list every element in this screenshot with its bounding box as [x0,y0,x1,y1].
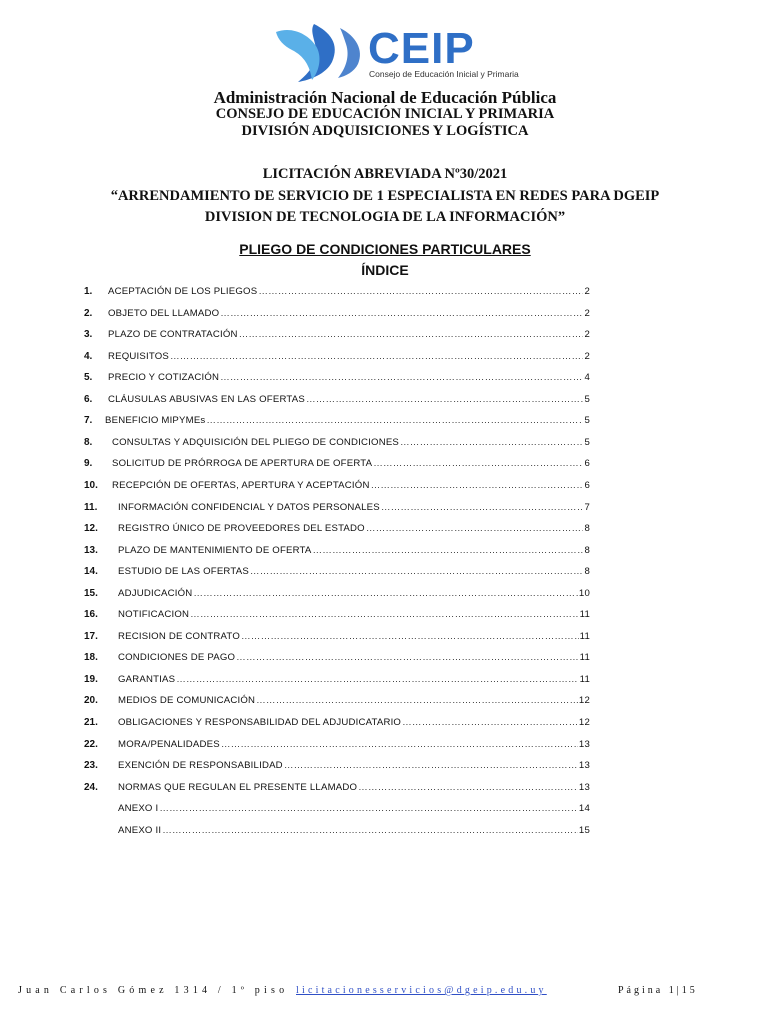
toc-label: OBLIGACIONES Y RESPONSABILIDAD DEL ADJUDICATARIO [118,717,402,728]
toc-row[interactable] [0,588,770,606]
toc-leader-dots [206,415,583,426]
toc-entry[interactable] [108,308,590,319]
toc-entry[interactable] [108,351,590,362]
toc-leader-dots [258,286,583,297]
toc-row[interactable] [0,329,770,347]
toc-leader-dots [381,502,584,513]
logo-subtitle: Consejo de Educación Inicial y Primaria [369,69,519,79]
toc-leader-dots [239,329,584,340]
toc-number: 7. [84,415,93,427]
toc-leader-dots [220,372,583,383]
toc-page-number: 8 [584,566,590,578]
toc-label: ANEXO II [118,824,162,836]
toc-page-number: 13 [578,738,590,750]
toc-row[interactable] [0,609,770,627]
toc-number: 22. [84,738,98,750]
toc-page-number: 5 [584,393,590,405]
toc-entry[interactable] [118,631,590,642]
toc-number: 3. [84,329,93,341]
toc-page-number: 14 [578,803,590,815]
toc-leader-dots [366,523,584,534]
logo-name: CEIP [368,24,475,73]
toc-entry[interactable] [118,760,590,771]
toc-label: ESTUDIO DE LAS OFERTAS [118,566,249,578]
toc-page-number: 2 [584,307,590,319]
toc-row[interactable] [0,415,770,433]
ceip-logo [270,22,520,84]
toc-entry[interactable] [118,502,590,513]
toc-leader-dots [236,652,578,663]
toc-label: MEDIOS DE COMUNICACIÓN [118,695,256,707]
footer-page-number: Página 1|15 [618,985,698,996]
toc-leader-dots [170,351,583,362]
toc-page-number: 12 [578,695,590,707]
toc-leader-dots [358,782,578,793]
toc-leader-dots [400,437,583,448]
toc-number: 17. [84,630,98,642]
toc-number: 23. [84,760,98,772]
toc-entry[interactable] [118,609,590,620]
toc-number: 6. [84,393,93,405]
toc-leader-dots [402,717,578,728]
toc-page-number: 8 [584,523,590,535]
toc-page-number: 6 [584,458,590,470]
toc-leader-dots [373,458,583,469]
header-line-2: CONSEJO DE EDUCACIÓN INICIAL Y PRIMARIA [215,106,555,122]
toc-entry[interactable] [108,329,590,340]
toc-row[interactable] [0,351,770,369]
toc-label: PLAZO DE MANTENIMIENTO DE OFERTA [118,544,312,556]
toc-row[interactable] [0,566,770,584]
toc-label: PRECIO Y COTIZACIÓN [108,372,220,384]
toc-leader-dots [250,566,584,577]
toc-page-number: 4 [584,372,590,384]
toc-entry[interactable] [118,782,590,793]
toc-number: 2. [84,307,93,319]
toc-number: 4. [84,350,93,362]
toc-entry[interactable] [108,286,590,297]
toc-page-number: 10 [578,587,590,599]
toc-label: NOTIFICACION [118,609,190,621]
toc-leader-dots [284,760,578,771]
toc-entry[interactable] [118,523,590,534]
toc-number: 9. [84,458,93,470]
toc-entry[interactable] [118,825,590,836]
index-title: ÍNDICE [361,262,409,278]
toc-entry[interactable] [118,545,590,556]
pliego-title: PLIEGO DE CONDICIONES PARTICULARES [239,241,531,257]
toc-row[interactable] [0,631,770,649]
toc-number: 13. [84,544,98,556]
toc-row[interactable] [0,695,770,713]
toc-page-number: 6 [584,479,590,491]
toc-label: SOLICITUD DE PRÓRROGA DE APERTURA DE OFERTA [112,458,373,470]
footer-email-link[interactable]: licitacionesservicios@dgeip.edu.uy [296,985,547,996]
header-line-1: Administración Nacional de Educación Pública [213,88,557,107]
toc-row[interactable] [0,437,770,455]
toc-page-number: 11 [579,673,590,685]
toc-label: EXENCIÓN DE RESPONSABILIDAD [118,760,283,772]
toc-page-number: 13 [578,760,590,772]
tender-title-line-2: DIVISION DE TECNOLOGIA DE LA INFORMACIÓN” [204,209,566,225]
toc-number: 12. [84,523,98,535]
toc-label: OBJETO DEL LLAMADO [108,307,220,319]
toc-entry[interactable] [118,695,590,706]
toc-row[interactable] [0,308,770,326]
toc-leader-dots [221,739,578,750]
toc-leader-dots [256,695,578,706]
toc-page-number: 2 [584,286,590,297]
toc-page-number: 11 [579,609,590,621]
toc-entry[interactable] [118,803,590,814]
toc-entry[interactable] [118,588,590,599]
toc-number: 1. [84,286,93,297]
toc-number: 20. [84,695,98,707]
toc-page-number: 2 [584,329,590,341]
toc-leader-dots [371,480,584,491]
page-footer [0,985,770,1001]
toc-entry[interactable] [112,437,590,448]
toc-label: INFORMACIÓN CONFIDENCIAL Y DATOS PERSONALES [118,501,380,513]
toc-entry[interactable] [112,458,590,469]
toc-label: ANEXO I [118,803,159,815]
toc-entry[interactable] [118,717,590,728]
toc-row[interactable] [0,523,770,541]
toc-entry[interactable] [105,415,590,426]
toc-number: 5. [84,372,93,384]
toc-label: ADJUDICACIÓN [118,587,193,599]
toc-page-number: 15 [578,824,590,836]
toc-row[interactable] [0,803,770,821]
toc-page-number: 13 [578,781,590,793]
toc-leader-dots [190,609,578,620]
header-line-3: DIVISIÓN ADQUISICIONES Y LOGÍSTICA [241,123,529,139]
toc-number: 14. [84,566,98,578]
toc-page-number: 5 [584,436,590,448]
toc-label: CLÁUSULAS ABUSIVAS EN LAS OFERTAS [108,393,305,405]
toc-leader-dots [176,674,578,685]
toc-row[interactable] [0,372,770,390]
toc-label: REGISTRO ÚNICO DE PROVEEDORES DEL ESTADO [118,523,365,535]
toc-entry[interactable] [118,739,590,750]
toc-number: 8. [84,436,93,448]
toc-row[interactable] [0,652,770,670]
toc-label: CONDICIONES DE PAGO [118,652,236,664]
toc-label: MORA/PENALIDADES [118,738,220,750]
toc-number: 10. [84,479,98,491]
toc-label: NORMAS QUE REGULAN EL PRESENTE LLAMADO [118,781,358,793]
toc-number: 15. [84,587,98,599]
toc-entry[interactable] [118,566,590,577]
toc-row[interactable] [0,480,770,498]
toc-label: RECEPCIÓN DE OFERTAS, APERTURA Y ACEPTACIÓN [112,479,370,491]
toc-leader-dots [220,308,583,319]
toc-label: ACEPTACIÓN DE LOS PLIEGOS [108,286,258,297]
toc-label: CONSULTAS Y ADQUISICIÓN DEL PLIEGO DE CONDICIONES [112,436,400,448]
toc-leader-dots [306,394,584,405]
toc-entry[interactable] [118,652,590,663]
toc-number: 16. [84,609,98,621]
toc-leader-dots [193,588,578,599]
toc-number: 11. [84,501,98,513]
toc-number: 18. [84,652,98,664]
tender-title-line-1: “ARRENDAMIENTO DE SERVICIO DE 1 ESPECIALISTA EN REDES PARA DGEIP [110,188,660,204]
ceip-swirl-icon [270,22,366,84]
toc-page-number: 5 [584,415,590,427]
toc-page-number: 7 [584,501,590,513]
toc-entry[interactable] [118,674,590,685]
toc-row[interactable] [0,825,770,843]
toc-row[interactable] [0,739,770,757]
toc-row[interactable] [0,502,770,520]
footer-address: Juan Carlos Gómez 1314 / 1º piso [18,985,289,996]
toc-leader-dots [313,545,584,556]
toc-label: GARANTIAS [118,673,176,685]
toc-label: PLAZO DE CONTRATACIÓN [108,329,238,341]
toc-row[interactable] [0,760,770,778]
toc-row[interactable] [0,458,770,476]
toc-row[interactable] [0,545,770,563]
toc-page-number: 2 [584,350,590,362]
toc-page-number: 8 [584,544,590,556]
toc-row[interactable] [0,782,770,800]
toc-label: RECISION DE CONTRATO [118,630,240,642]
toc-number: 21. [84,717,98,728]
tender-number: LICITACIÓN ABREVIADA Nº30/2021 [262,166,508,182]
toc-row[interactable] [0,286,770,304]
toc-row[interactable] [0,674,770,692]
toc-entry[interactable] [108,394,590,405]
toc-entry[interactable] [112,480,590,491]
toc-leader-dots [241,631,579,642]
toc-leader-dots [162,825,578,836]
toc-entry[interactable] [108,372,590,383]
toc-leader-dots [159,803,578,814]
toc-label: REQUISITOS [108,350,169,362]
toc-page-number: 12 [578,717,590,728]
toc-label: BENEFICIO MIPYMEs [105,415,206,427]
toc-number: 19. [84,673,98,685]
toc-number: 24. [84,781,98,793]
toc-page-number: 11 [579,652,590,664]
toc-page-number: 11 [579,630,590,642]
toc-row[interactable] [0,717,770,735]
toc-row[interactable] [0,394,770,412]
